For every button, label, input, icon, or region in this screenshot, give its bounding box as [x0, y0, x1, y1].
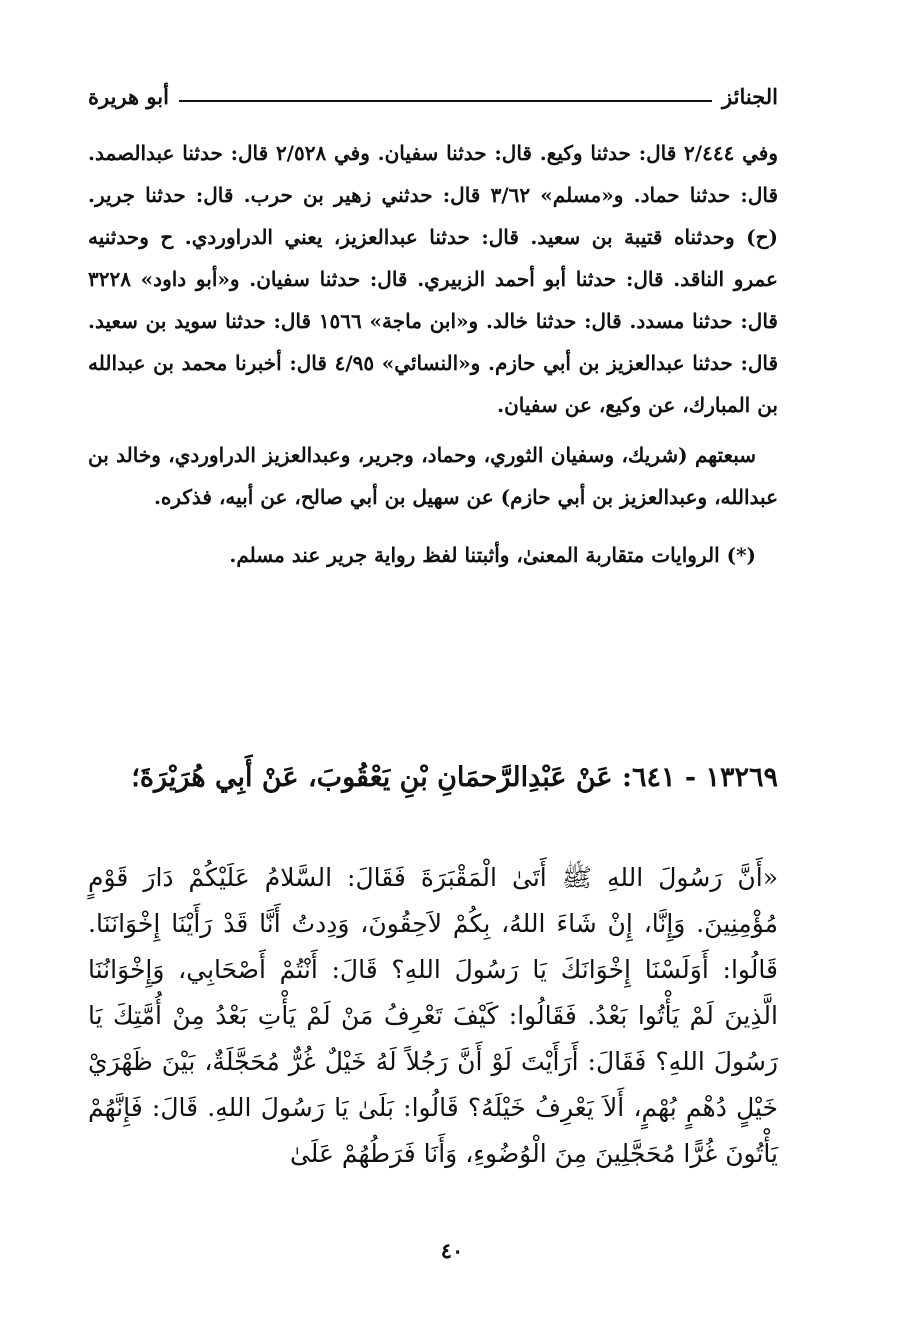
hadith-text: «أَنَّ رَسُولَ اللهِ ﷺ أَتَىٰ الْمَقْبَرَةَ فَقَالَ: السَّلامُ عَلَيْكُمْ دَارَ قَوْمٍ مُؤْمِنِينَ. وَإِنَّا، إِنْ شَاءَ اللهُ، بِكُمْ لاَحِقُونَ، وَدِدتُ أَنَّا قَدْ رَأَيْنَا إِخْوَانَنَا. قَالُوا: أَوَلَسْنَا إِخْوَانَكَ يَا رَسُولَ اللهِ؟ قَالَ: أَنْتُمْ أَصْحَابِي، وَإِخْوَانُنَا الَّذِينَ لَمْ يَأْتُوا بَعْدُ. فَقَالُوا: كَيْفَ تَعْرِفُ مَنْ لَمْ يَأْتِ بَعْدُ مِنْ أُمَّتِكَ يَا رَسُولَ اللهِ؟ فَقَالَ: أَرَأَيْتَ لَوْ أَنَّ رَجُلاً لَهُ خَيْلٌ غُرٌّ مُحَجَّلَةٌ، بَيْنَ ظَهْرَيْ خَيْلٍ دُهْمٍ بُهْمٍ، أَلاَ يَعْرِفُ خَيْلَهُ؟ قَالُوا: بَلَىٰ يَا رَسُولَ اللهِ. قَالَ: فَإِنَّهُمْ يَأْتُونَ غُرًّا مُحَجَّلِينَ مِنَ الْوُضُوءِ، وَأَنَا فَرَطُهُمْ عَلَىٰ [88, 863, 779, 1168]
narrators-paragraph: سبعتهم (شريك، وسفيان الثوري، وحماد، وجرير، وعبدالعزيز الدراوردي، وخالد بن عبدالله، وعبدالعزيز بن أبي حازم) عن سهيل بن أبي صالح، عن أبيه، فذكره. [88, 443, 778, 509]
hadith-heading: ١٣٢٦٩ - ٦٤١: عَنْ عَبْدِالرَّحمَانِ بْنِ يَعْقُوبَ، عَنْ أَبِي هُرَيْرَةَ؛ [131, 762, 778, 793]
running-header [88, 78, 778, 114]
page-number: ٤٠ [440, 1238, 464, 1263]
notes-section [88, 132, 778, 576]
footnote: (*) الروايات متقاربة المعنىٰ، وأثبتنا لفظ رواية جرير عند مسلم. [229, 543, 756, 567]
header-rule [179, 100, 712, 102]
chapter-title: الجنائز [722, 83, 778, 109]
sources-paragraph: وفي ٢/٤٤٤ قال: حدثنا وكيع. قال: حدثنا سفيان. وفي ٢/٥٢٨ قال: حدثنا عبدالصمد. قال: حدثنا حماد. و«مسلم» ٣/٦٢ قال: حدثني زهير بن حرب. قال: حدثنا جرير. (ح) وحدثناه قتيبة بن سعيد. قال: حدثنا عبدالعزيز، يعني الدراوردي. ح وحدثنيه عمرو الناقد. قال: حدثنا أبو أحمد الزبيري. قال: حدثنا سفيان. و«أبو داود» ٣٢٢٨ قال: حدثنا مسدد. قال: حدثنا خالد. و«ابن ماجة» ١٥٦٦ قال: حدثنا سويد بن سعيد. قال: حدثنا عبدالعزيز بن أبي حازم. و«النسائي» ٤/٩٥ قال: أخبرنا محمد بن عبدالله بن المبارك، عن وكيع، عن سفيان. [88, 141, 779, 417]
narrator-title: أبو هريرة [88, 83, 169, 109]
